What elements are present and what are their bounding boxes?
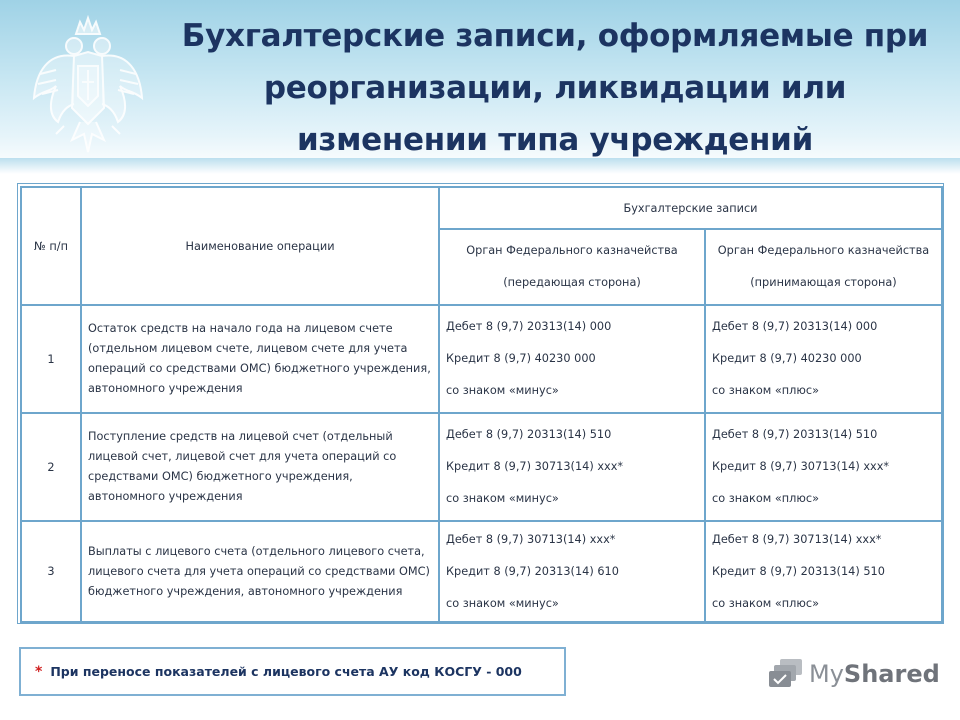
header-transfer-line2: (передающая сторона) bbox=[503, 276, 641, 289]
entry-credit: Кредит 8 (9,7) 40230 000 bbox=[446, 352, 596, 365]
table-header-row bbox=[21, 187, 942, 229]
logo-text-shared: Shared bbox=[843, 660, 940, 688]
entry-sign: со знаком «минус» bbox=[446, 596, 559, 610]
entry-debit: Дебет 8 (9,7) 30713(14) ххх* bbox=[446, 532, 616, 546]
entry-credit: Кредит 8 (9,7) 30713(14) ххх* bbox=[712, 460, 890, 473]
header-records: Бухгалтерские записи bbox=[439, 187, 942, 229]
entry-debit: Дебет 8 (9,7) 20313(14) 000 bbox=[712, 320, 878, 333]
entry-sign: со знаком «плюс» bbox=[712, 384, 820, 397]
entry-sign: со знаком «плюс» bbox=[712, 492, 820, 505]
entry-debit: Дебет 8 (9,7) 20313(14) 000 bbox=[446, 320, 612, 333]
entry-sign: со знаком «минус» bbox=[446, 384, 559, 397]
title-line-2: реорганизации, ликвидации или bbox=[263, 70, 847, 106]
table-row bbox=[21, 521, 942, 622]
header-num: № п/п bbox=[21, 187, 81, 305]
logo-text-my: My bbox=[809, 660, 844, 688]
slides-stack-icon bbox=[768, 657, 806, 691]
accounting-records-table bbox=[20, 186, 943, 623]
entry-credit: Кредит 8 (9,7) 20313(14) 610 bbox=[446, 564, 619, 578]
entry-credit: Кредит 8 (9,7) 20313(14) 510 bbox=[712, 564, 885, 578]
header-transfer-side bbox=[439, 229, 705, 305]
row-operation: Выплаты с лицевого счета (отдельного лицевого счета, лицевого счета для учета операций со средствами ОМС) бюджетного учреждения, автономного учреждения bbox=[81, 521, 439, 622]
table-row bbox=[21, 413, 942, 521]
row-number: 3 bbox=[21, 521, 81, 622]
entry-debit: Дебет 8 (9,7) 20313(14) 510 bbox=[712, 428, 878, 441]
myshared-logo[interactable] bbox=[768, 656, 940, 692]
row-receive-entry bbox=[705, 413, 942, 521]
entry-credit: Кредит 8 (9,7) 40230 000 bbox=[712, 352, 862, 365]
table-row bbox=[21, 305, 942, 413]
footnote-text: При переносе показателей с лицевого счета АУ код КОСГУ - 000 bbox=[50, 664, 522, 679]
entry-sign: со знаком «плюс» bbox=[712, 596, 820, 610]
coat-of-arms-icon bbox=[28, 12, 148, 162]
row-operation: Остаток средств на начало года на лицевом счете (отдельном лицевом счете, лицевом счете для учета операций со средствами ОМС) бюджетного учреждения, автономного учреждения bbox=[81, 305, 439, 413]
footnote-box bbox=[19, 647, 566, 696]
row-transfer-entry bbox=[439, 521, 705, 622]
header-receive-side bbox=[705, 229, 942, 305]
header-receive-line1: Орган Федерального казначейства bbox=[717, 244, 930, 257]
row-transfer-entry bbox=[439, 413, 705, 521]
header-receive-line2: (принимающая сторона) bbox=[750, 276, 897, 289]
footnote-star: * bbox=[35, 663, 43, 680]
logo-text bbox=[809, 660, 940, 688]
row-operation: Поступление средств на лицевой счет (отдельный лицевой счет, лицевой счет для учета операций со средствами ОМС) бюджетного учреждения, автономного учреждения bbox=[81, 413, 439, 521]
row-number: 2 bbox=[21, 413, 81, 521]
entry-sign: со знаком «минус» bbox=[446, 492, 559, 505]
entry-debit: Дебет 8 (9,7) 30713(14) ххх* bbox=[712, 532, 882, 546]
title-line-3: изменении типа учреждений bbox=[297, 122, 813, 158]
row-receive-entry bbox=[705, 521, 942, 622]
entry-debit: Дебет 8 (9,7) 20313(14) 510 bbox=[446, 428, 612, 441]
header-operation: Наименование операции bbox=[81, 187, 439, 305]
records-table-frame bbox=[17, 183, 944, 624]
row-number: 1 bbox=[21, 305, 81, 413]
entry-credit: Кредит 8 (9,7) 30713(14) ххх* bbox=[446, 460, 624, 473]
row-receive-entry bbox=[705, 305, 942, 413]
title-line-1: Бухгалтерские записи, оформляемые при bbox=[181, 18, 929, 54]
page-title bbox=[155, 10, 955, 166]
header-transfer-line1: Орган Федерального казначейства bbox=[466, 244, 678, 257]
row-transfer-entry bbox=[439, 305, 705, 413]
